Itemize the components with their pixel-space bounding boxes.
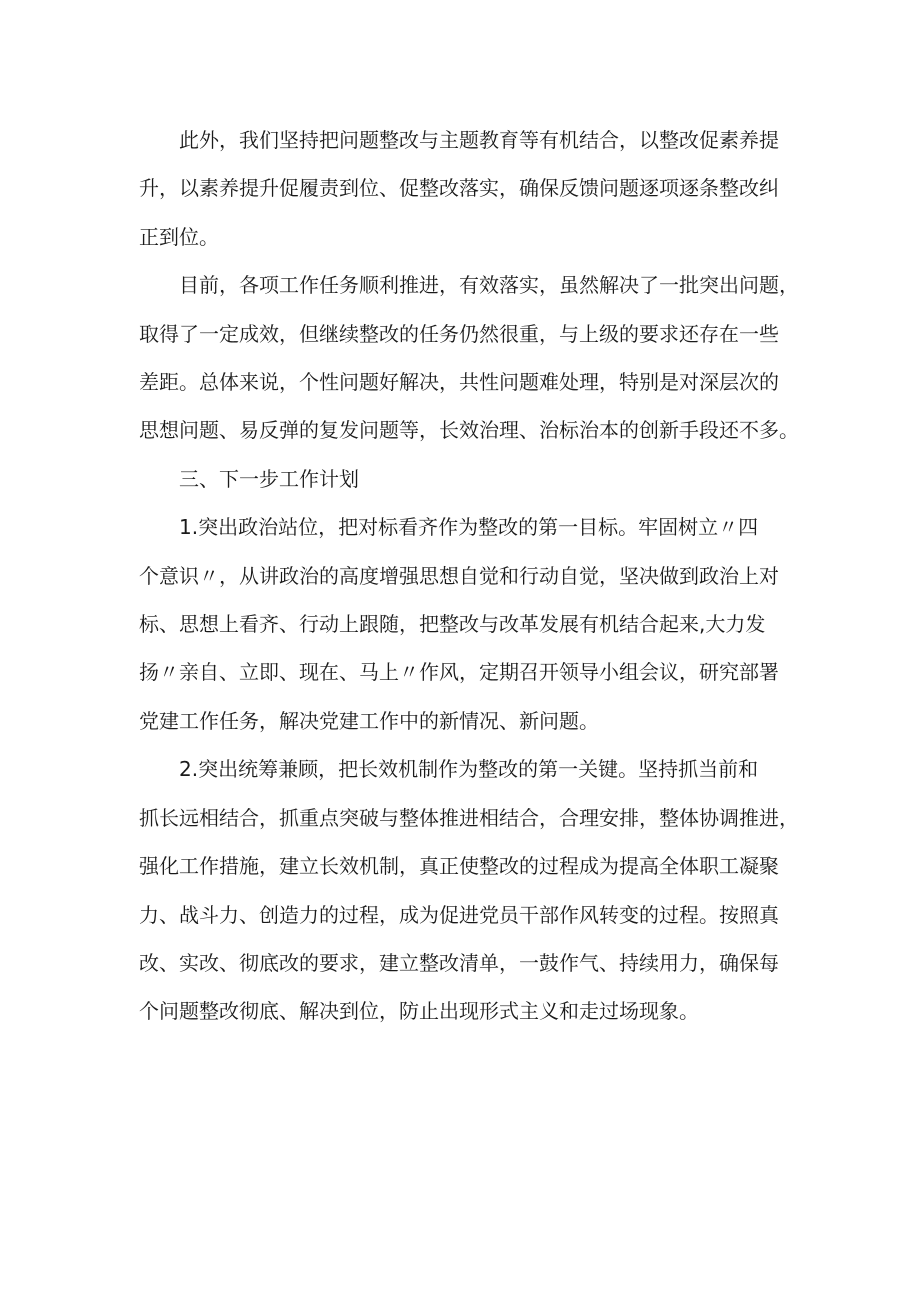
paragraph-item-1 (139, 503, 801, 745)
text-line: 正到位。 (139, 224, 219, 249)
text-line: 升，以素养提升促履责到位、促整改落实，确保反馈问题逐项逐条整改纠 (139, 176, 779, 201)
text-line: 个意识〃，从讲政治的高度增强思想自觉和行动自觉，坚决做到政治上对 (139, 563, 779, 588)
text-line: 取得了一定成效，但继续整改的任务仍然很重，与上级的要求还存在一些 (139, 321, 779, 346)
section-heading-next-steps (139, 455, 801, 503)
text-line: 个问题整改彻底、解决到位，防止出现形式主义和走过场现象。 (139, 999, 699, 1024)
text-line: 抓长远相结合，抓重点突破与整体推进相结合，合理安排，整体协调推进， (139, 805, 799, 830)
text-line: 思想问题、易反弹的复发问题等，长效治理、治标治本的创新手段还不多。 (139, 418, 799, 443)
heading-text: 三、下一步工作计划 (179, 466, 359, 491)
text-line: 目前，各项工作任务顺利推进，有效落实，虽然解决了一批突出问题， (179, 273, 799, 298)
text-line: 党建工作任务，解决党建工作中的新情况、新问题。 (139, 708, 599, 733)
text-line: 差距。总体来说，个性问题好解决，共性问题难处理，特别是对深层次的 (139, 370, 779, 395)
paragraph-supplement (139, 116, 801, 261)
text-line: 1.突出政治站位，把对标看齐作为整改的第一目标。牢固树立〃四 (179, 515, 759, 540)
document-body (139, 116, 801, 1036)
paragraph-item-2 (139, 745, 801, 1035)
text-line: 此外，我们坚持把问题整改与主题教育等有机结合，以整改促素养提 (179, 128, 779, 152)
text-line: 扬〃亲自、立即、现在、马上〃作风，定期召开领导小组会议，研究部署 (139, 660, 779, 685)
text-line: 改、实改、彻底改的要求，建立整改清单，一鼓作气、持续用力，确保每 (139, 950, 779, 975)
text-line: 标、思想上看齐、行动上跟随，把整改与改革发展有机结合起来,大力发 (139, 612, 766, 637)
text-line: 强化工作措施，建立长效机制，真正使整改的过程成为提高全体职工凝聚 (139, 854, 779, 879)
text-line: 2.突出统筹兼顾，把长效机制作为整改的第一关键。坚持抓当前和 (179, 757, 759, 782)
paragraph-current-status (139, 261, 801, 455)
text-line: 力、战斗力、创造力的过程，成为促进党员干部作风转变的过程。按照真 (139, 902, 779, 927)
